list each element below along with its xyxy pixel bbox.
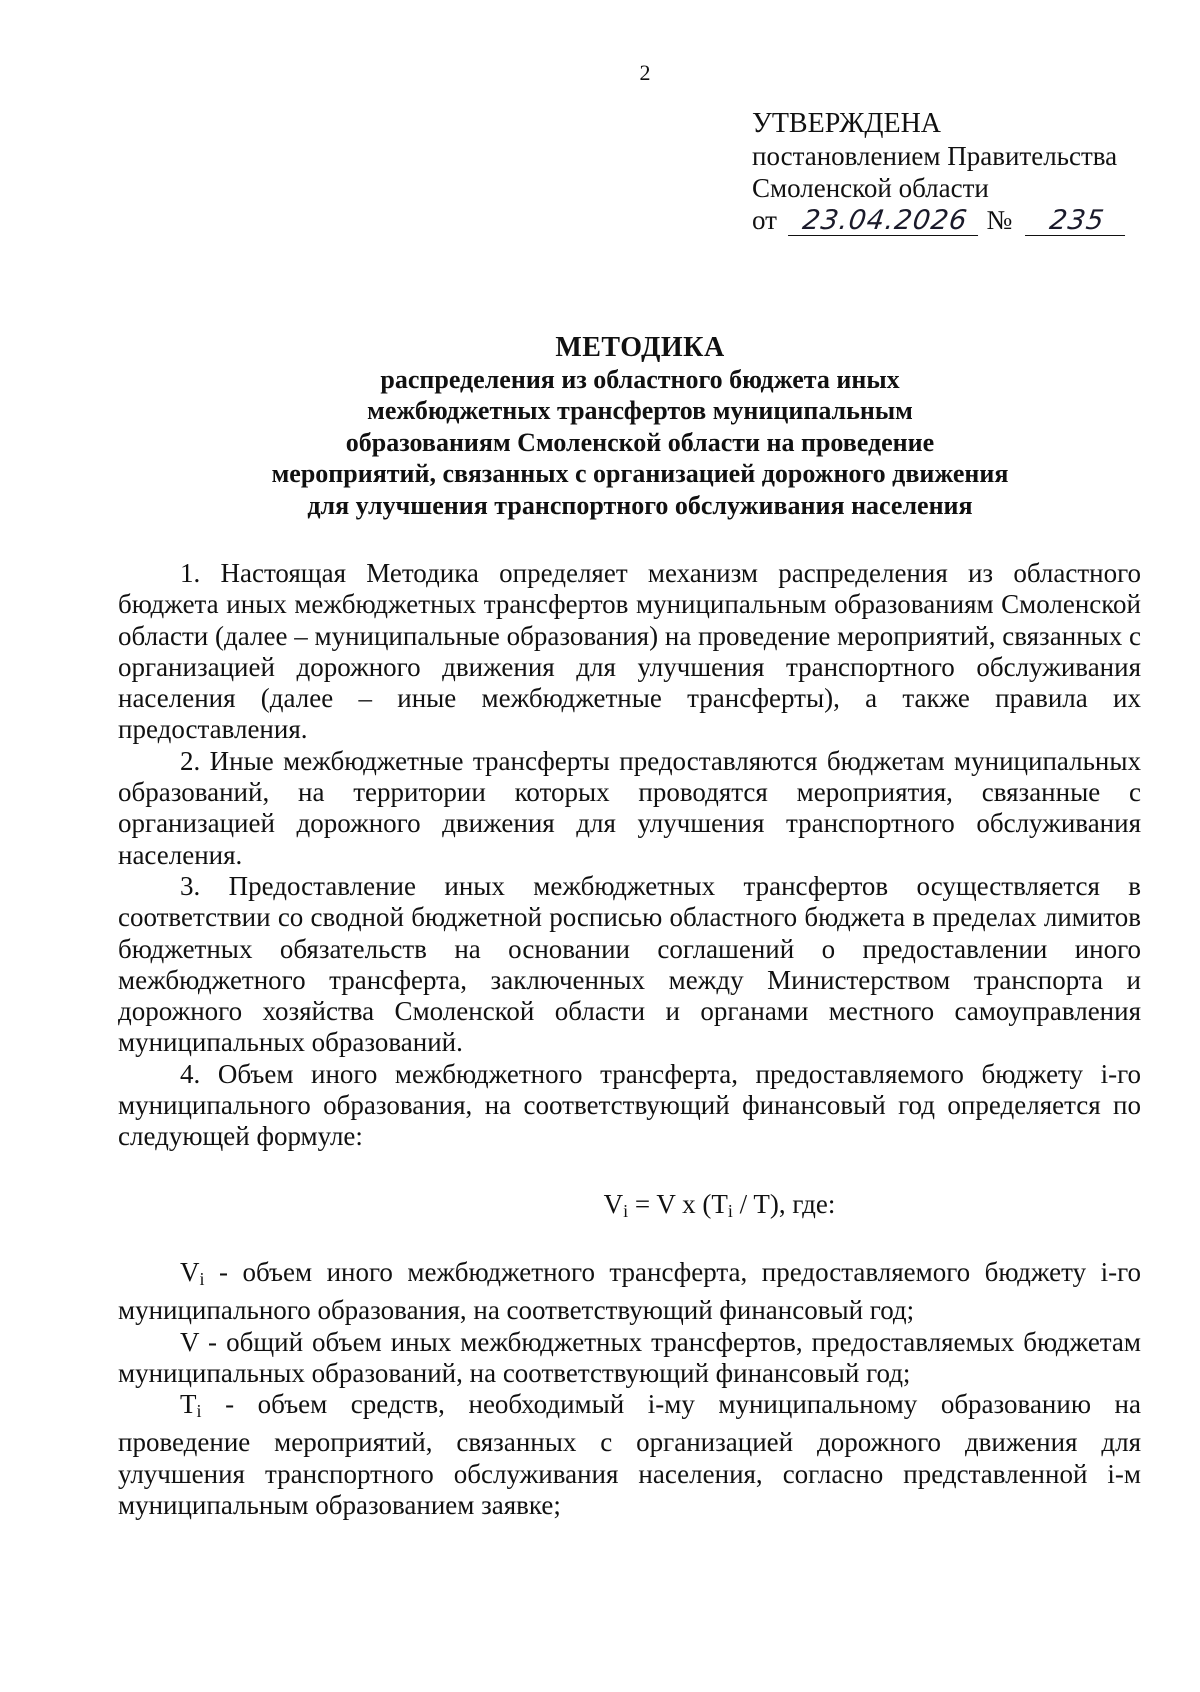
approval-block [752,108,1152,236]
title-main: МЕТОДИКА [555,332,725,363]
formula [118,1189,1141,1227]
paragraph-2: 2. Иные межбюджетные трансферты предоставляются бюджетам муниципальных образований, на территории которых проводятся мероприятия, связанные с организацией дорожного движения для улучшения транспортного обслуживания населения. [118,745,1141,870]
handwritten-date: 23.04.2026 [788,207,982,236]
document-body [118,558,1141,1521]
date-prefix: от [752,205,777,235]
title-line: для улучшения транспортного обслуживания населения [307,490,973,520]
ti-sub: i [196,1401,202,1422]
formula-sub-i: i [623,1200,629,1221]
number-prefix: № [986,205,1013,235]
page-number: 2 [639,60,651,85]
approval-line-1: постановлением Правительства [752,141,1118,171]
title-line: распределения из областного бюджета иных [380,364,900,394]
ti-symbol: T [180,1389,197,1420]
handwritten-number: 235 [1025,207,1129,236]
definition-vi [118,1257,1141,1327]
vi-symbol: V [180,1256,200,1287]
ti-text: - объем средств, необходимый i-му муниципальному образованию на проведение мероприятий, связанных с организацией дорожного движения для улучшения транспортного обслуживания населения, согласно представленной i-м муниципальным образованием заявке; [118,1389,1141,1521]
definition-ti [118,1389,1141,1521]
title-line: межбюджетных трансфертов муниципальным [367,396,913,425]
document-title [120,332,1160,521]
paragraph-1: 1. Настоящая Методика определяет механизм распределения из областного бюджета иных межбюджетных трансфертов муниципальным образованиям Смоленской области (далее – муниципальные образования) на проведение мероприятий, связанных с организацией дорожного движения для улучшения транспортного обслуживания населения (далее – иные межбюджетные трансферты), а также правила их предоставления. [118,558,1141,745]
approval-heading: УТВЕРЖДЕНА [752,108,942,139]
paragraph-3: 3. Предоставление иных межбюджетных трансфертов осуществляется в соответствии со сводной бюджетной росписью областного бюджета в пределах лимитов бюджетных обязательств на основании соглашений о предоставлении иного межбюджетного трансферта, заключенных между Министерством транспорта и дорожного хозяйства Смоленской области и органами местного самоуправления муниципальных образований. [118,870,1141,1058]
definition-v: V - общий объем иных межбюджетных трансфертов, предоставляемых бюджетам муниципальных образований, на соответствующий финансовый год; [118,1326,1141,1388]
paragraph-4: 4. Объем иного межбюджетного трансферта, предоставляемого бюджету i-го муниципального образования, на соответствующий финансовый год определяется по следующей формуле: [118,1058,1141,1152]
formula-sub-i-2: i [727,1200,733,1221]
approval-line-2: Смоленской области [752,173,989,203]
title-line: образованиям Смоленской области на проведение [345,427,935,457]
vi-text: - объем иного межбюджетного трансферта, предоставляемого бюджету i-го муниципального образования, на соответствующий финансовый год; [118,1256,1141,1326]
title-line: мероприятий, связанных с организацией дорожного движения [271,459,1009,488]
formula-v: V [603,1188,624,1219]
formula-eq: = V x (T [628,1188,728,1219]
approval-date-line [752,204,1152,236]
vi-sub: i [199,1268,205,1289]
formula-tail: / T), где: [732,1188,836,1219]
